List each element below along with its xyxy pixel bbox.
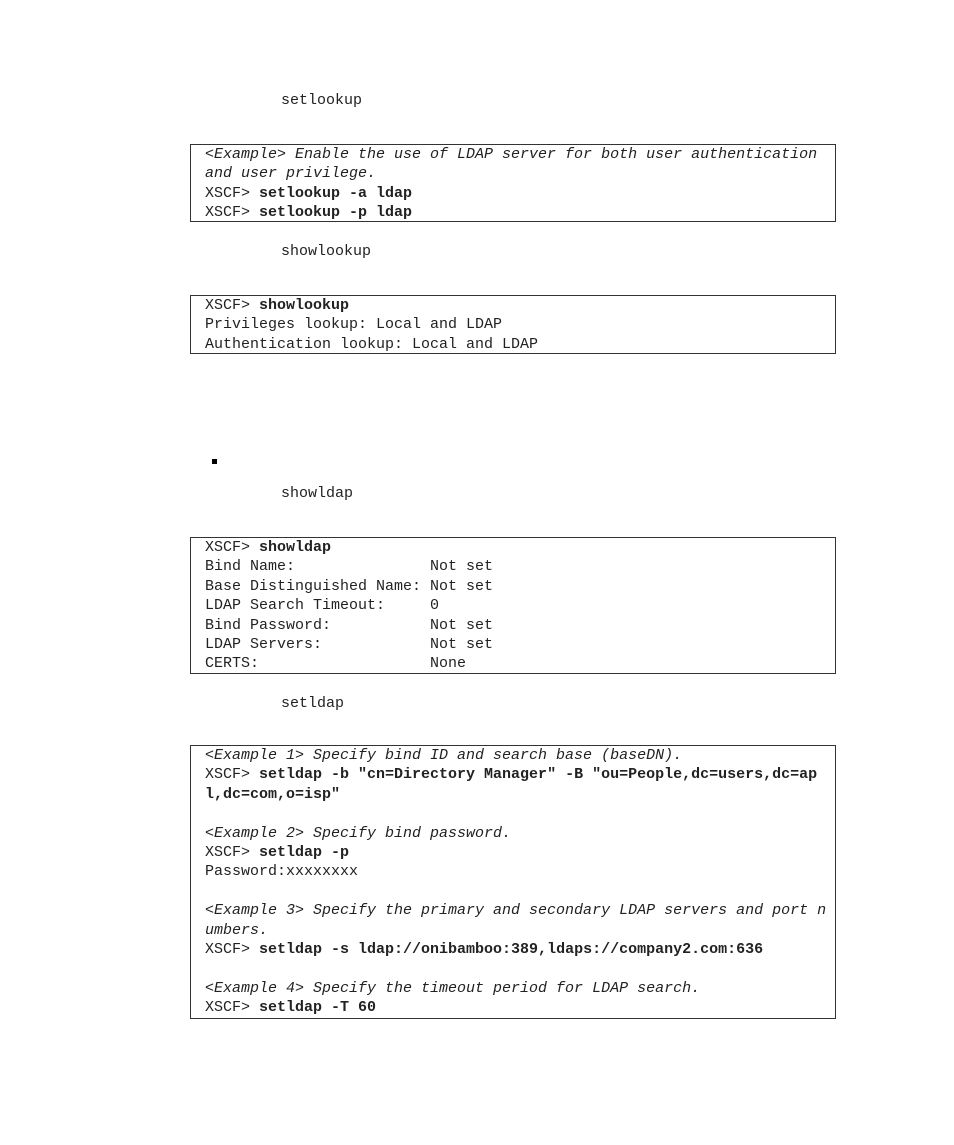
command-text: setlookup -a ldap <box>259 184 413 202</box>
code-block-setldap <box>190 745 836 1019</box>
prompt: XSCF> <box>205 844 260 862</box>
example-comment: <Example 2> Specify bind password. <box>205 824 512 842</box>
code-line <box>205 998 827 1017</box>
output-line: LDAP Servers: Not set <box>205 636 494 654</box>
blank-line <box>205 804 827 823</box>
blank-line <box>205 882 827 901</box>
prompt: XSCF> <box>205 539 260 556</box>
output-line: CERTS: None <box>205 655 467 673</box>
code-line <box>205 203 827 222</box>
code-line <box>205 296 827 315</box>
command-text: setldap -b "cn=Directory Manager" -B "ou=People,dc=users,dc=apl,dc=com,o=isp" <box>205 766 818 803</box>
code-block-showlookup <box>190 295 836 354</box>
command-label-showldap: showldap <box>281 485 354 502</box>
output-line: Bind Name: Not set <box>205 558 494 576</box>
output-line: Privileges lookup: Local and LDAP <box>205 316 503 334</box>
code-line <box>205 765 827 804</box>
command-label-showlookup: showlookup <box>281 243 372 260</box>
command-text: setldap -p <box>259 844 350 862</box>
example-comment: <Example> Enable the use of LDAP server for both user authentication and user privilege. <box>205 146 827 183</box>
command-text: showldap <box>259 539 332 556</box>
command-text: showlookup <box>259 297 350 314</box>
blank-line <box>205 959 827 978</box>
bullet-marker <box>212 459 217 464</box>
output-line: LDAP Search Timeout: 0 <box>205 597 440 615</box>
prompt: XSCF> <box>205 204 260 222</box>
command-text: setldap -s ldap://onibamboo:389,ldaps://company2.com:636 <box>259 941 764 959</box>
prompt: XSCF> <box>205 297 260 314</box>
prompt: XSCF> <box>205 999 260 1017</box>
code-line <box>205 843 827 862</box>
prompt: XSCF> <box>205 941 260 959</box>
prompt: XSCF> <box>205 184 260 202</box>
example-comment: <Example 1> Specify bind ID and search base (baseDN). <box>205 747 683 764</box>
output-line: Password:xxxxxxxx <box>205 863 359 881</box>
command-text: setlookup -p ldap <box>259 204 413 222</box>
output-line: Authentication lookup: Local and LDAP <box>205 335 539 353</box>
code-line <box>205 538 827 557</box>
code-line <box>205 184 827 203</box>
example-comment: <Example 3> Specify the primary and secondary LDAP servers and port numbers. <box>205 902 827 939</box>
code-line <box>205 940 827 959</box>
command-label-setldap: setldap <box>281 695 345 712</box>
example-comment: <Example 4> Specify the timeout period for LDAP search. <box>205 979 701 997</box>
prompt: XSCF> <box>205 766 260 784</box>
output-line: Base Distinguished Name: Not set <box>205 577 494 595</box>
code-block-showldap <box>190 537 836 674</box>
command-label-setlookup: setlookup <box>281 92 363 109</box>
code-block-setlookup <box>190 144 836 222</box>
command-text: setldap -T 60 <box>259 999 377 1017</box>
output-line: Bind Password: Not set <box>205 616 494 634</box>
